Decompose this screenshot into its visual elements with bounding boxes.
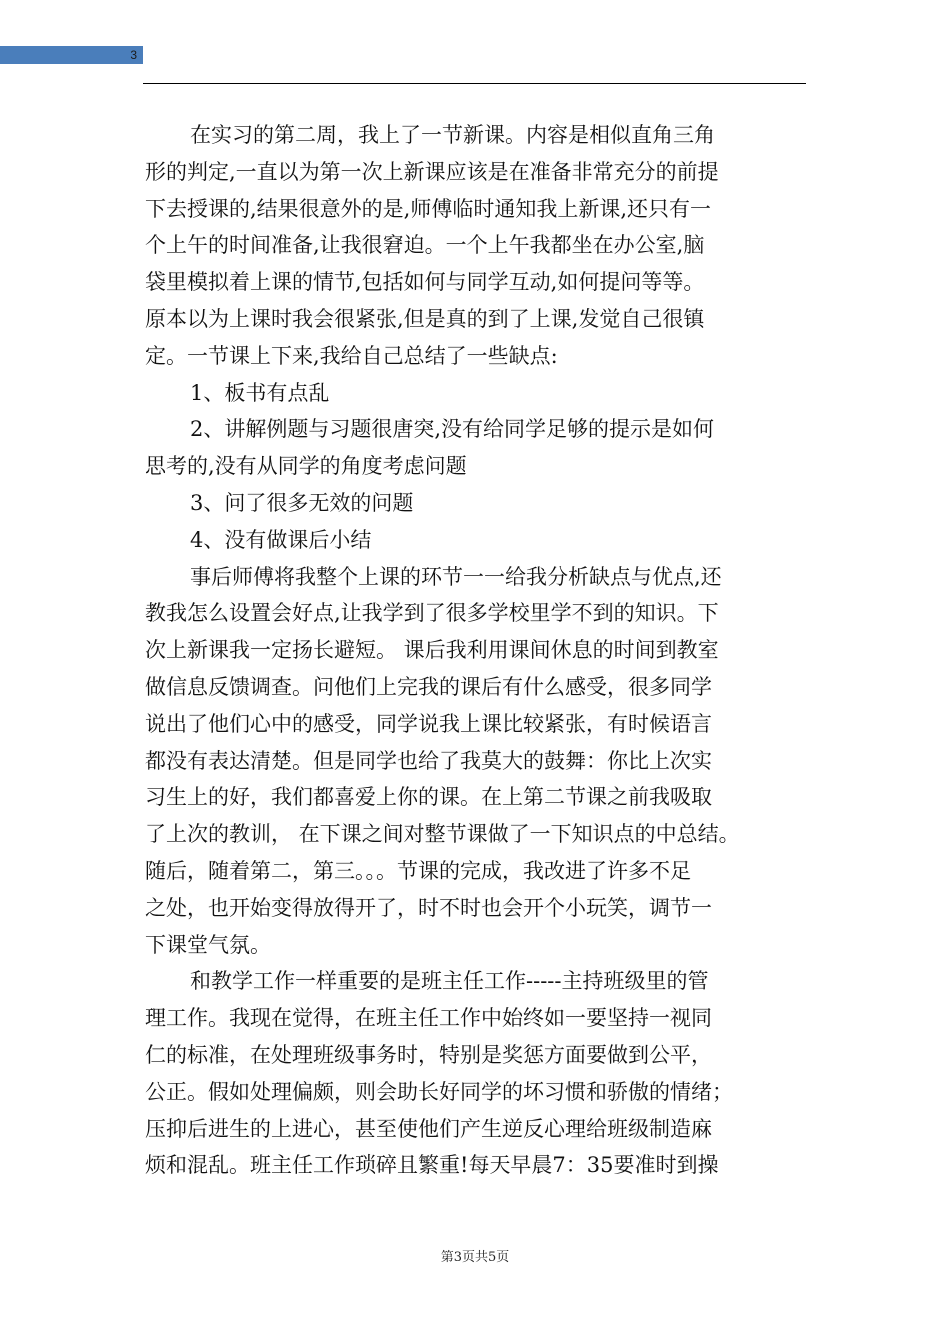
text-line: 下去授课的,结果很意外的是,师傅临时通知我上新课,还只有一 [145, 196, 712, 221]
text-line: 习生上的好，我们都喜爱上你的课。在上第二节课之前我吸取 [145, 785, 712, 810]
text-line: 原本以为上课时我会很紧张,但是真的到了上课,发觉自己很镇 [145, 306, 705, 331]
text-line: 次上新课我一定扬长避短。 课后我利用课间休息的时间到教室 [145, 638, 719, 663]
text-line: 理工作。我现在觉得，在班主任工作中始终如一要坚持一视同 [145, 1006, 712, 1031]
text-line: 都没有表达清楚。但是同学也给了我莫大的鼓舞：你比上次实 [145, 748, 712, 773]
page-number-tab [0, 46, 143, 64]
text-line: 说出了他们心中的感受，同学说我上课比较紧张，有时候语言 [145, 711, 712, 736]
text-line: 教我怎么设置会好点,让我学到了很多学校里学不到的知识。下 [145, 601, 719, 626]
text-line: 4、没有做课后小结 [190, 527, 372, 552]
text-line: 定。一节课上下来,我给自己总结了一些缺点: [145, 343, 558, 368]
text-line: 了上次的教训， 在下课之间对整节课做了一下知识点的中总结。 [145, 822, 740, 847]
text-line: 3、问了很多无效的问题 [190, 490, 414, 515]
text-line: 事后师傅将我整个上课的环节一一给我分析缺点与优点,还 [190, 564, 722, 589]
text-line: 之处，也开始变得放得开了，时不时也会开个小玩笑，调节一 [145, 895, 712, 920]
text-line: 个上午的时间准备,让我很窘迫。一个上午我都坐在办公室,脑 [145, 233, 705, 258]
text-line: 压抑后进生的上进心，甚至使他们产生逆反心理给班级制造麻 [145, 1116, 712, 1141]
text-line: 形的判定,一直以为第一次上新课应该是在准备非常充分的前提 [145, 159, 719, 184]
text-line: 做信息反馈调查。问他们上完我的课后有什么感受，很多同学 [145, 674, 712, 699]
document-body [145, 117, 815, 1184]
text-line: 思考的,没有从同学的角度考虑问题 [145, 454, 467, 479]
text-line: 和教学工作一样重要的是班主任工作-----主持班级里的管 [190, 969, 709, 994]
text-line: 仁的标准，在处理班级事务时，特别是奖惩方面要做到公平， [145, 1042, 712, 1067]
page-footer: 第3页共5页 [440, 1250, 510, 1265]
header-page-number: 3 [130, 48, 137, 62]
text-line: 袋里模拟着上课的情节,包括如何与同学互动,如何提问等等。 [145, 270, 705, 295]
text-line: 公正。假如处理偏颇，则会助长好同学的坏习惯和骄傲的情绪； [145, 1079, 733, 1104]
text-line: 1、板书有点乱 [190, 380, 330, 405]
text-line: 2、讲解例题与习题很唐突,没有给同学足够的提示是如何 [190, 417, 715, 442]
text-line: 随后，随着第二，第三。。。节课的完成，我改进了许多不足 [145, 858, 691, 883]
header-rule [143, 83, 806, 84]
text-line: 在实习的第二周，我上了一节新课。内容是相似直角三角 [190, 123, 715, 147]
text-line: 下课堂气氛。 [145, 932, 271, 957]
text-line: 烦和混乱。班主任工作琐碎且繁重!每天早晨7：35要准时到操 [145, 1153, 719, 1178]
